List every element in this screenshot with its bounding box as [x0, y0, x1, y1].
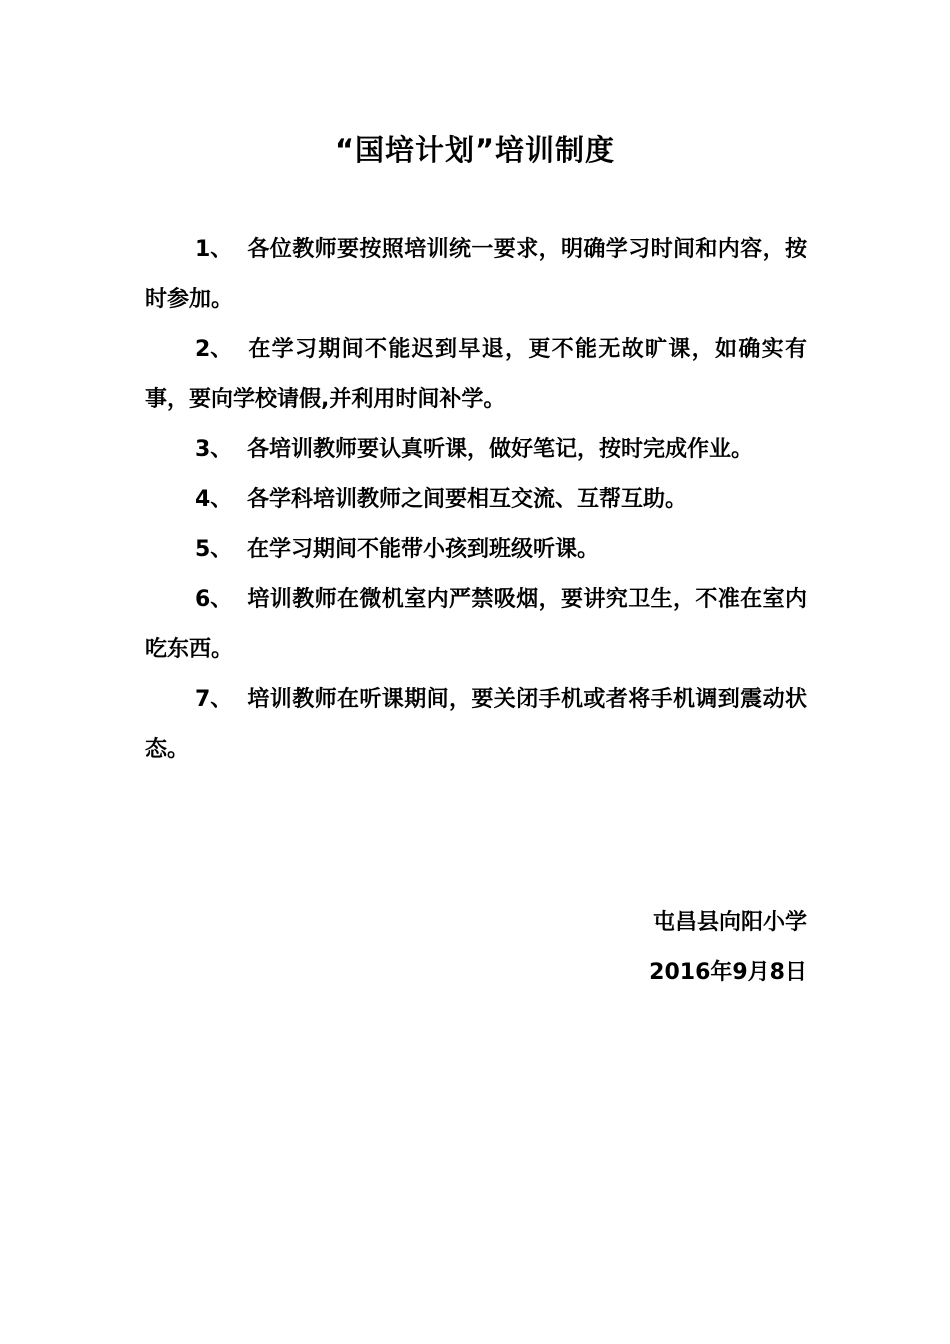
- rule-item-4: [145, 475, 807, 525]
- rule-text: 各培训教师要认真听课，做好笔记，按时完成作业。: [247, 437, 754, 462]
- rules-list: [145, 225, 807, 775]
- rule-text: 培训教师在微机室内严禁吸烟，要讲究卫生，不准在室内吃东西。: [145, 587, 807, 662]
- rule-item-7: [145, 675, 807, 775]
- rule-text: 在学习期间不能迟到早退，更不能无故旷课，如确实有事，要向学校请假,并利用时间补学。: [145, 337, 807, 412]
- rule-number: 3、: [195, 437, 233, 462]
- rule-number: 6、: [195, 587, 233, 612]
- rule-item-5: [145, 525, 807, 575]
- rule-text: 各学科培训教师之间要相互交流、互帮互助。: [247, 487, 688, 512]
- signature-block: [649, 898, 807, 998]
- signature-organization: 屯昌县向阳小学: [652, 910, 807, 935]
- rule-text: 培训教师在听课期间，要关闭手机或者将手机调到震动状态。: [145, 687, 807, 762]
- document-title: “国培计划”培训制度: [334, 133, 616, 167]
- rule-item-2: [145, 325, 807, 425]
- rule-number: 2、: [195, 337, 233, 362]
- rule-number: 1、: [195, 237, 233, 262]
- rule-number: 7、: [195, 687, 233, 712]
- rule-text: 各位教师要按照培训统一要求，明确学习时间和内容，按时参加。: [145, 237, 807, 312]
- rule-number: 5、: [195, 537, 233, 562]
- rule-number: 4、: [195, 487, 233, 512]
- rule-text: 在学习期间不能带小孩到班级听课。: [247, 537, 600, 562]
- rule-item-6: [145, 575, 807, 675]
- rule-item-1: [145, 225, 807, 325]
- signature-date: 2016年9月8日: [649, 960, 807, 985]
- rule-item-3: [145, 425, 807, 475]
